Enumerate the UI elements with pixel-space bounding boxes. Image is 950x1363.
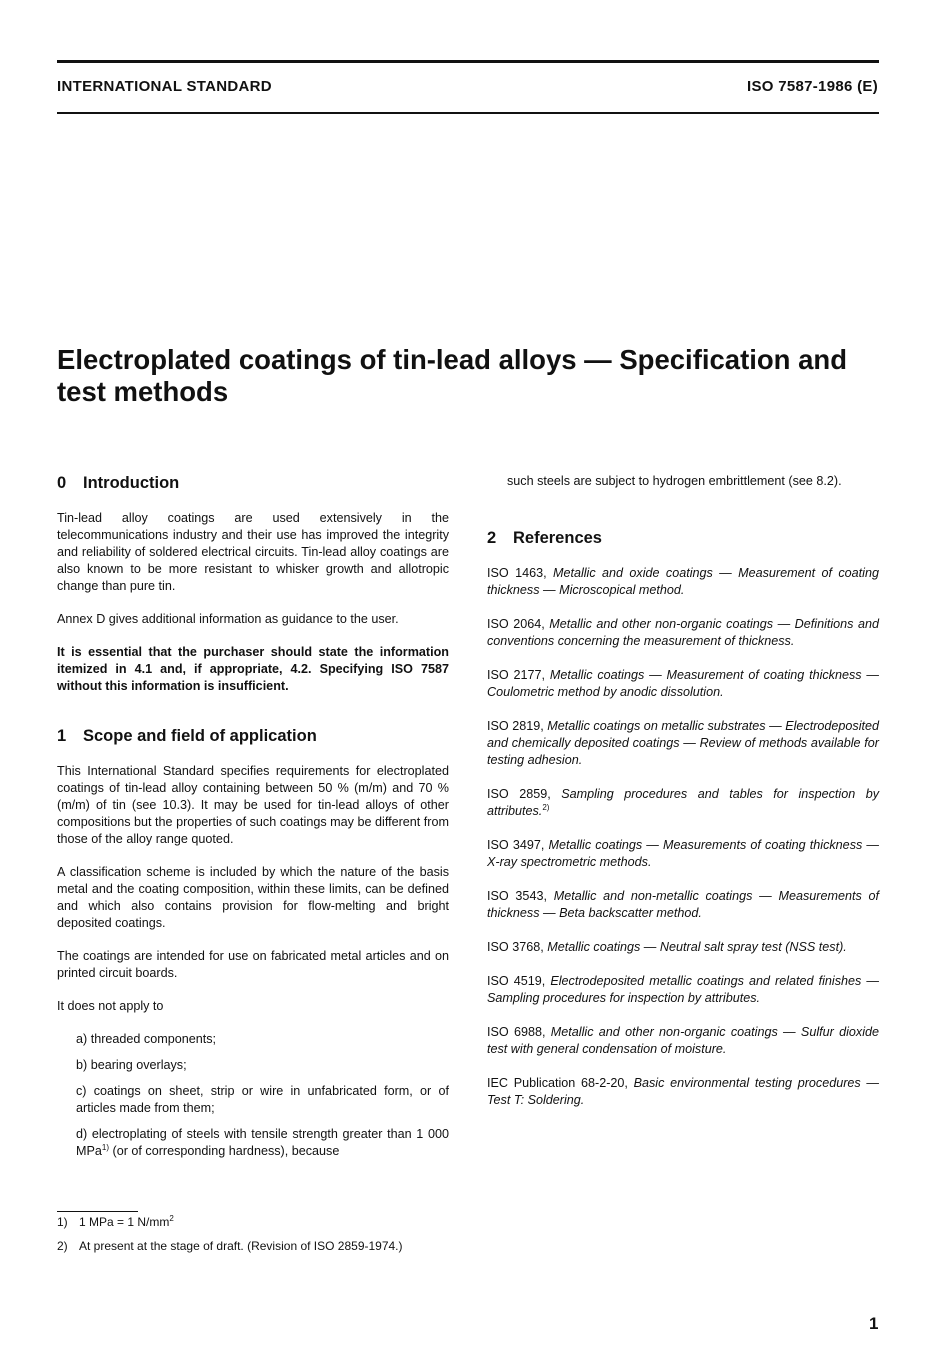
reference-code: ISO 4519, xyxy=(487,974,546,988)
intro-paragraph-3: It is essential that the purchaser should state the information itemized in 4.1 and, if appropriate, 4.2. Specifying ISO 7587 without this information is insufficient. xyxy=(57,645,449,693)
section-title: References xyxy=(513,529,602,547)
reference-code: ISO 2177, xyxy=(487,668,546,682)
footnote-number: 1) xyxy=(57,1215,68,1229)
footnote-text: 1 MPa = 1 N/mm xyxy=(79,1215,170,1229)
reference-entry xyxy=(487,837,879,871)
footnote-number: 2) xyxy=(57,1239,68,1253)
list-item: b) bearing overlays; xyxy=(76,1058,187,1072)
reference-title: Sampling procedures and tables for inspection by attributes. xyxy=(487,787,879,818)
scope-paragraph-1: This International Standard specifies requirements for electroplated coatings of tin-lead alloy containing between 50 % (m/m) and 70 % (m/m) of tin (see 10.3). It may be used for tin-lead alloys of other compositions but the properties of such coatings may be different from those of the alloy range quoted. xyxy=(57,764,449,846)
reference-entry xyxy=(487,786,879,820)
page-number: 1 xyxy=(869,1314,879,1333)
section-number: 2 xyxy=(487,529,497,547)
header-standard-label: INTERNATIONAL STANDARD xyxy=(57,78,272,95)
reference-code: IEC Publication 68-2-20, xyxy=(487,1076,628,1090)
reference-title: Basic environmental testing procedures — Test T: Soldering. xyxy=(487,1076,879,1107)
reference-code: ISO 3768, xyxy=(487,940,544,954)
reference-entry xyxy=(487,973,879,1007)
reference-code: ISO 3543, xyxy=(487,889,547,903)
list-item-text-continued: (or of corresponding hardness), because xyxy=(109,1144,340,1158)
reference-title: Metallic coatings — Measurements of coating thickness — X-ray spectrometric methods. xyxy=(487,838,879,869)
reference-code: ISO 2064, xyxy=(487,617,545,631)
reference-entry xyxy=(487,1075,879,1109)
section-number: 0 xyxy=(57,474,67,492)
section-heading-scope xyxy=(57,726,449,746)
document-title: Electroplated coatings of tin-lead alloys — Specification and test methods xyxy=(57,344,848,407)
footnote-rule xyxy=(57,1211,138,1212)
header-bottom-rule xyxy=(57,112,879,114)
scope-paragraph-2: A classification scheme is included by which the nature of the basis metal and the coating composition, within these limits, can be defined and which also contains provision for flow-melting and bright deposited coatings. xyxy=(57,865,449,930)
list-item: c) coatings on sheet, strip or wire in unfabricated form, or of articles made from them; xyxy=(76,1084,449,1115)
top-rule xyxy=(57,60,879,63)
reference-entry xyxy=(487,565,879,599)
reference-code: ISO 1463, xyxy=(487,566,547,580)
intro-paragraph-2: Annex D gives additional information as guidance to the user. xyxy=(57,612,399,626)
section-heading-references xyxy=(487,528,879,548)
reference-title: Metallic coatings — Neutral salt spray test (NSS test). xyxy=(547,940,847,954)
footnote-text: At present at the stage of draft. (Revision of ISO 2859-1974.) xyxy=(79,1239,403,1253)
reference-code: ISO 2859, xyxy=(487,787,551,801)
section-title: Introduction xyxy=(83,474,180,492)
reference-entry xyxy=(487,888,879,922)
right-column xyxy=(487,473,879,1126)
list-item-d-continuation: such steels are subject to hydrogen embrittlement (see 8.2). xyxy=(507,474,842,488)
reference-entry xyxy=(487,667,879,701)
reference-entry xyxy=(487,939,879,956)
scope-paragraph-4: It does not apply to xyxy=(57,999,164,1013)
reference-title: Metallic and other non-organic coatings — Sulfur dioxide test with general condensation of moisture. xyxy=(487,1025,880,1056)
reference-entry xyxy=(487,718,879,769)
reference-title: Electrodeposited metallic coatings and related finishes — Sampling procedures for inspection by attributes. xyxy=(487,974,879,1005)
reference-code: ISO 3497, xyxy=(487,838,545,852)
reference-title: Metallic and non-metallic coatings — Measurements of thickness — Beta backscatter method. xyxy=(487,889,880,920)
left-column xyxy=(57,473,449,1169)
reference-title: Metallic coatings on metallic substrates — Electrodeposited and chemically deposited coatings — Review of methods available for testing adhesion. xyxy=(487,719,880,767)
intro-paragraph-1: Tin-lead alloy coatings are used extensively in the telecommunications industry and their use has improved the integrity and reliability of soldered electrical circuits. Tin-lead alloy coatings are also known to be more resistant to whisker growth and allotropic change than pure tin. xyxy=(57,511,449,593)
reference-title: Metallic and other non-organic coatings — Definitions and conventions concerning the measurement of thickness. xyxy=(487,617,879,648)
footnote-marker: 2) xyxy=(542,802,550,812)
section-title: Scope and field of application xyxy=(83,727,317,745)
footnote-2 xyxy=(57,1239,403,1253)
reference-code: ISO 6988, xyxy=(487,1025,546,1039)
list-item-d xyxy=(76,1126,449,1160)
reference-code: ISO 2819, xyxy=(487,719,544,733)
list-item-text: d) electroplating of steels with tensile strength greater than 1 000 MPa xyxy=(76,1127,449,1158)
reference-list xyxy=(487,565,879,1109)
reference-entry xyxy=(487,1024,879,1058)
scope-paragraph-3: The coatings are intended for use on fabricated metal articles and on printed circuit boards. xyxy=(57,949,449,980)
section-number: 1 xyxy=(57,727,67,745)
superscript: 2 xyxy=(169,1214,174,1223)
reference-title: Metallic coatings — Measurement of coating thickness — Coulometric method by anodic dissolution. xyxy=(487,668,879,699)
reference-entry xyxy=(487,616,879,650)
footnote-1 xyxy=(57,1215,174,1229)
section-heading-introduction xyxy=(57,473,449,493)
list-item: a) threaded components; xyxy=(76,1032,217,1046)
footnote-marker: 1) xyxy=(101,1142,110,1152)
reference-title: Metallic and oxide coatings — Measurement of coating thickness — Microscopical method. xyxy=(487,566,879,597)
header-document-number: ISO 7587-1986 (E) xyxy=(746,78,878,95)
